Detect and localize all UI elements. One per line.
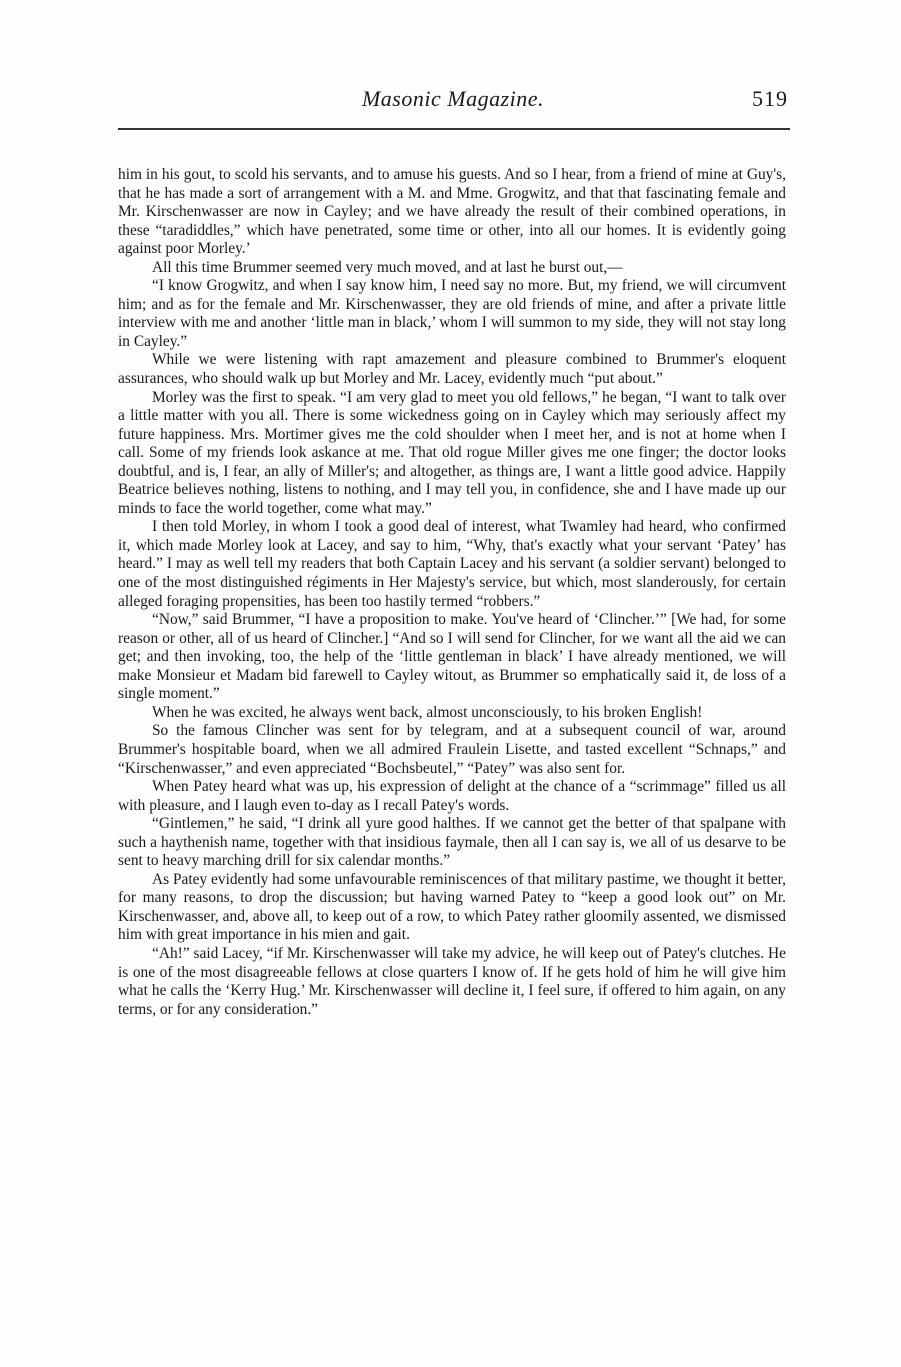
header-rule (118, 128, 790, 130)
paragraph: “I know Grogwitz, and when I say know him, I need say no more. But, my friend, we will circumvent him; and as for the female and Mr. Kirschenwasser, they are old friends of mine, and after a private little interview with me and another ‘little man in black,’ whom I will summon to my side, they will not stay long in Cayley.” (118, 277, 786, 350)
paragraph: “Ah!” said Lacey, “if Mr. Kirschenwasser will take my advice, he will keep out of Patey's clutches. He is one of the most disagreeable fellows at close quarters I know of. If he gets hold of him he will give him what he calls the ‘Kerry Hug.’ Mr. Kirschenwasser will decline it, I feel sure, if offered to him again, on any terms, or for any consideration.” (118, 944, 786, 1018)
paragraph: So the famous Clincher was sent for by telegram, and at a subsequent council of war, around Brummer's hospitable board, when we all admired Fraulein Lisette, and tasted excellent “Schnaps,” and “Kirschenwasser,” and even appreciated “Bochsbeutel,” “Patey” was also sent for. (118, 722, 786, 777)
running-head (118, 86, 788, 116)
body-text (118, 166, 786, 1019)
paragraph: Morley was the first to speak. “I am very glad to meet you old fellows,” he began, “I want to talk over a little matter with you all. There is some wickedness going on in Cayley which may seriously affect my future happiness. Mrs. Mortimer gives me the cold shoulder when I meet her, and is not at home when I call. Some of my friends look askance at me. That old rogue Miller gives me one finger; the doctor looks doubtful, and is, I fear, an ally of Miller's; and altogether, as things are, I want a little good advice. Happily Beatrice believes nothing, listens to nothing, and I may tell you, in confidence, she and I have made up our minds to face the world together, come what may.” (118, 388, 786, 517)
paragraph: When Patey heard what was up, his expression of delight at the chance of a “scrimmage” filled us all with pleasure, and I laugh even to-day as I recall Patey's words. (118, 778, 786, 814)
paragraph: As Patey evidently had some unfavourable reminiscences of that military pastime, we thought it better, for many reasons, to drop the discussion; but having warned Patey to “keep a good look out” on Mr. Kirschenwasser, and, above all, to keep out of a row, to which Patey rather gloomily assented, we dismissed him with great importance in his mien and gait. (118, 870, 786, 944)
page-number: 519 (752, 86, 788, 111)
paragraph: him in his gout, to scold his servants, and to amuse his guests. And so I hear, from a friend of mine at Guy's, that he has made a sort of arrangement with a M. and Mme. Grogwitz, and that that fascinating female and Mr. Kirschenwasser are now in Cayley; and we have already the result of their combined operations, in these “taradiddles,” which have penetrated, some time or other, into all our homes. It is evidently going against poor Morley.’ (118, 166, 786, 258)
running-title: Masonic Magazine. (361, 86, 545, 111)
paragraph: “Gintlemen,” he said, “I drink all yure good halthes. If we cannot get the better of that spalpane with such a haythenish name, together with that insidious faymale, then all I can say is, we all of us desarve to be sent to heavy marching drill for six calendar months.” (118, 815, 786, 870)
paragraph: “Now,” said Brummer, “I have a proposition to make. You've heard of ‘Clincher.’” [We had, for some reason or other, all of us heard of Clincher.] “And so I will send for Clincher, for we want all the aid we can get; and then invoking, too, the help of the ‘little gentleman in black’ I have already mentioned, we will make Monsieur et Madam bid farewell to Cayley witout, as Brummer so emphatically said it, de loss of a single moment.” (118, 611, 786, 703)
paragraph: All this time Brummer seemed very much moved, and at last he burst out,— (152, 258, 623, 276)
paragraph: When he was excited, he always went back, almost unconsciously, to his broken English! (152, 703, 703, 721)
paragraph: I then told Morley, in whom I took a good deal of interest, what Twamley had heard, who confirmed it, which made Morley look at Lacey, and say to him, “Why, that's exactly what your servant ‘Patey’ has heard.” I may as well tell my readers that both Captain Lacey and his servant (a soldier servant) belonged to one of the most distinguished régiments in Her Majesty's service, but which, most slanderously, for certain alleged foraging propensities, has been too hastily termed “robbers.” (118, 518, 786, 610)
paragraph: While we were listening with rapt amazement and pleasure combined to Brummer's eloquent assurances, who should walk up but Morley and Mr. Lacey, evidently much “put about.” (118, 351, 786, 388)
